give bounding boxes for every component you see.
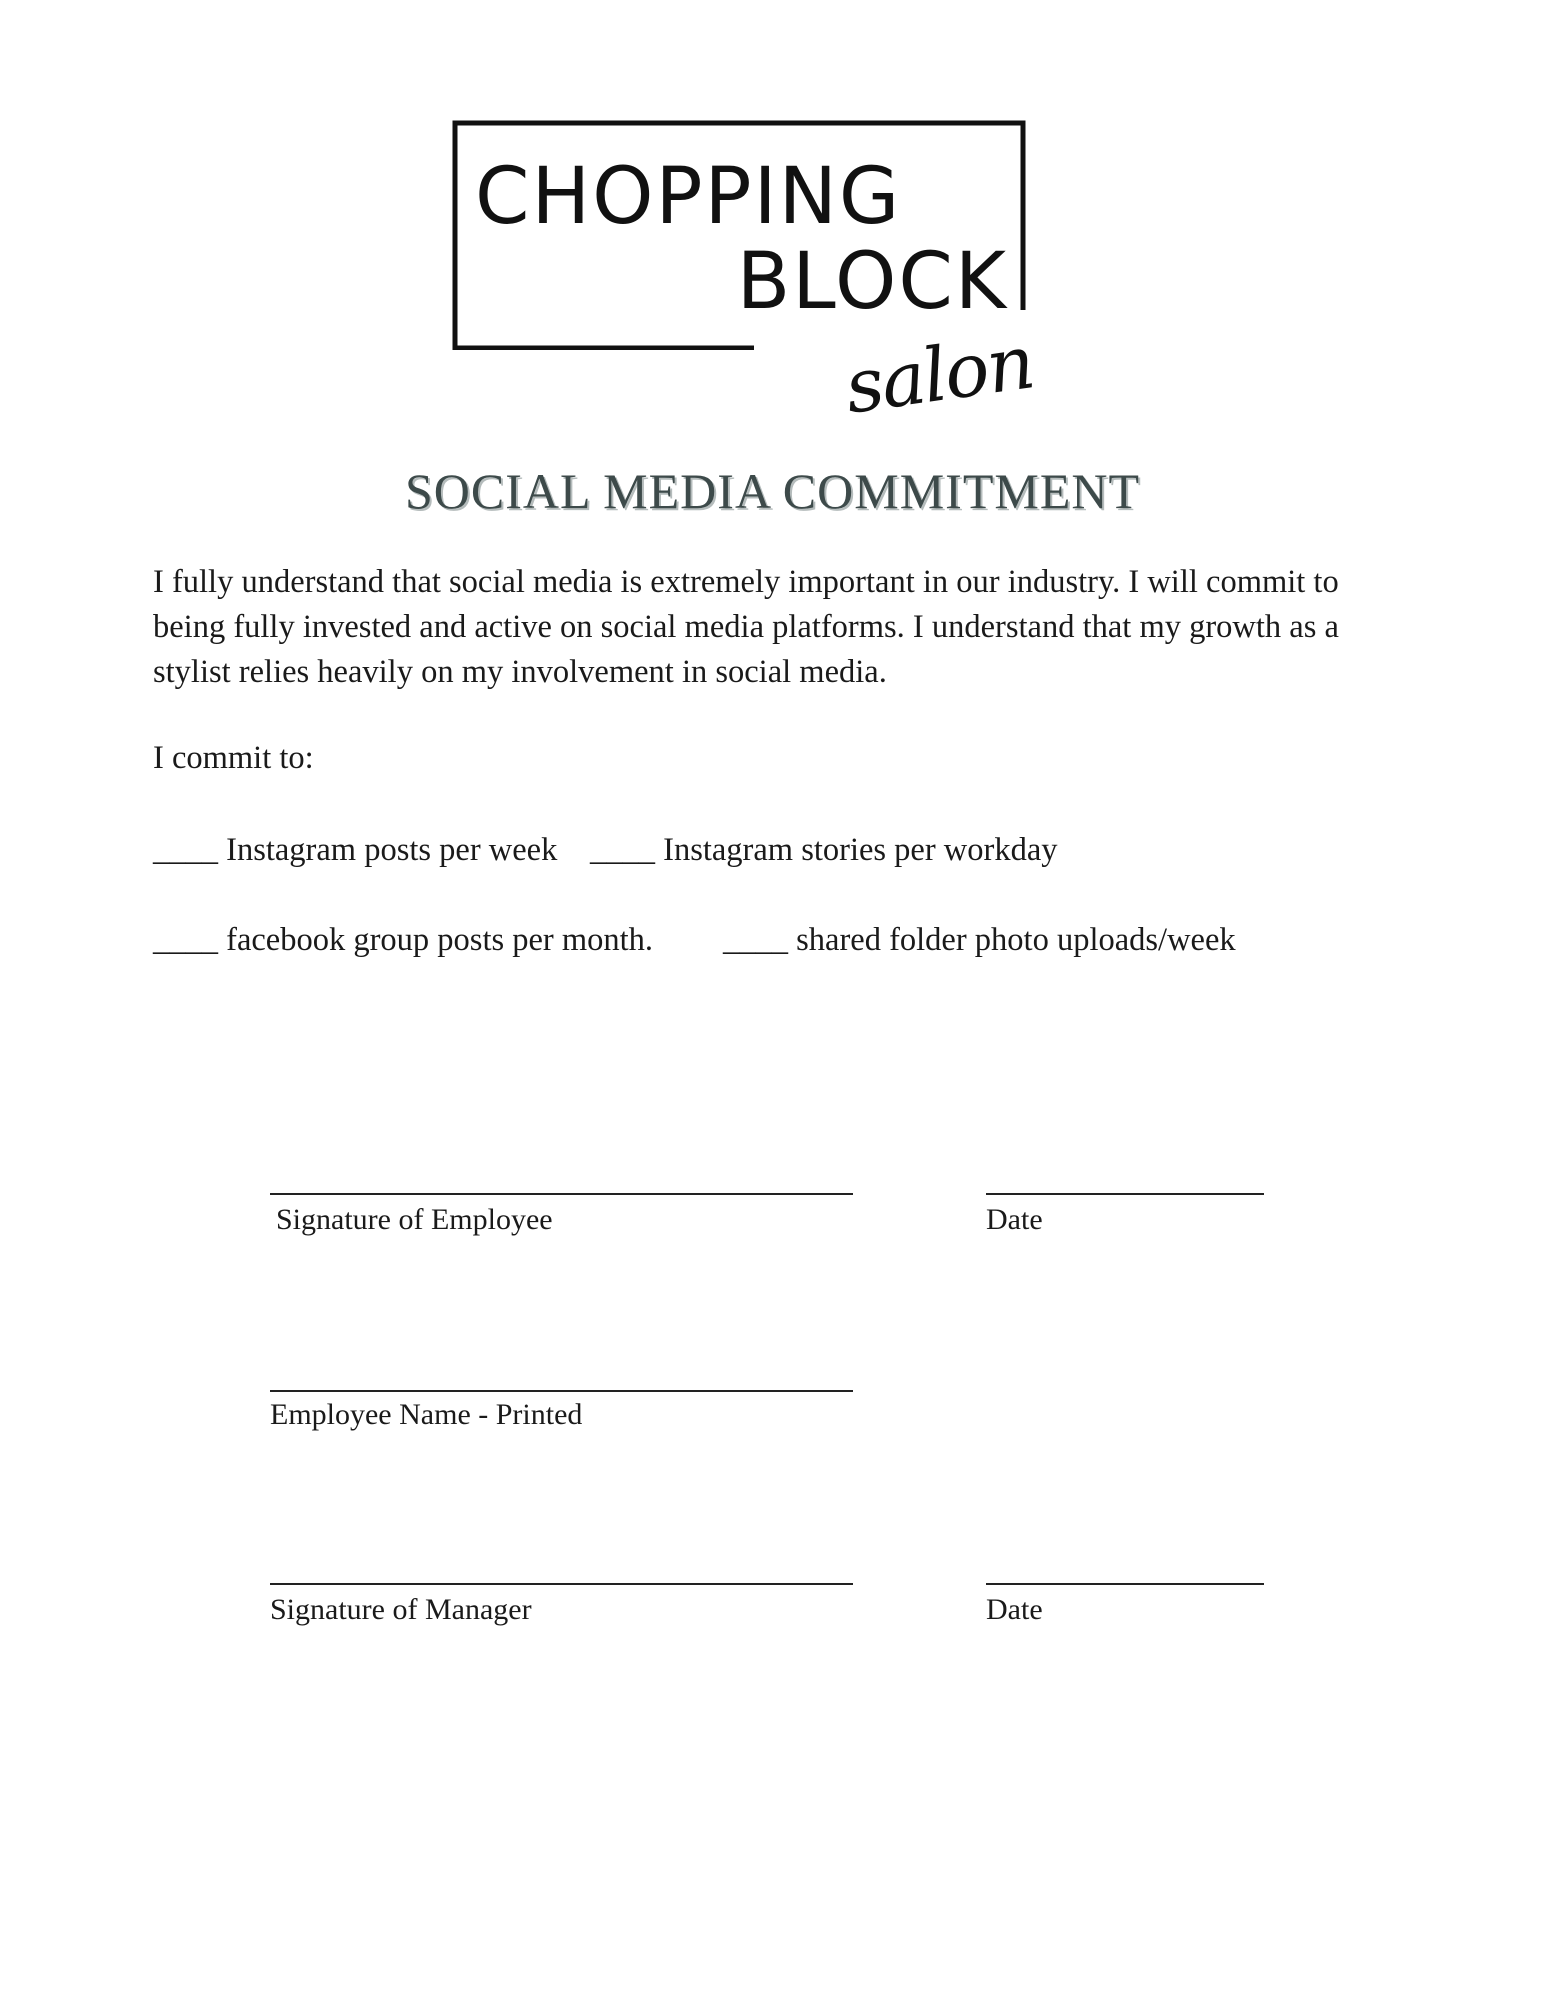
logo-text-block: BLOCK <box>736 237 1008 327</box>
commitment-instagram-posts: ____ Instagram posts per week <box>153 832 558 868</box>
intro-paragraph: I fully understand that social media is extremely important in our industry. I will commit to being fully invested and active on social media platforms. I understand that my growth as a stylist relies heavily on my involvement in social media. <box>153 564 1339 690</box>
logo-text-chopping: CHOPPING <box>475 152 902 242</box>
commitment-facebook-posts: ____ facebook group posts per month. <box>153 922 654 958</box>
employee-name-label: Employee Name - Printed <box>270 1398 583 1431</box>
manager-signature-label: Signature of Manager <box>270 1593 532 1626</box>
commitment-photo-uploads: ____ shared folder photo uploads/week <box>723 922 1236 958</box>
date-line-1 <box>986 1193 1264 1195</box>
employee-name-line <box>270 1390 853 1392</box>
manager-signature-line <box>270 1583 853 1585</box>
commit-intro: I commit to: <box>153 740 314 776</box>
page-title: SOCIAL MEDIA COMMITMENT <box>404 463 1141 519</box>
date-label-1: Date <box>986 1203 1043 1236</box>
commitment-instagram-stories: ____ Instagram stories per workday <box>590 832 1058 868</box>
date-line-2 <box>986 1583 1264 1585</box>
date-label-2: Date <box>986 1593 1043 1626</box>
salon-logo <box>452 120 1039 460</box>
employee-signature-line <box>270 1193 853 1195</box>
employee-signature-label: Signature of Employee <box>276 1203 553 1236</box>
logo-text-salon: salon <box>839 319 1039 431</box>
